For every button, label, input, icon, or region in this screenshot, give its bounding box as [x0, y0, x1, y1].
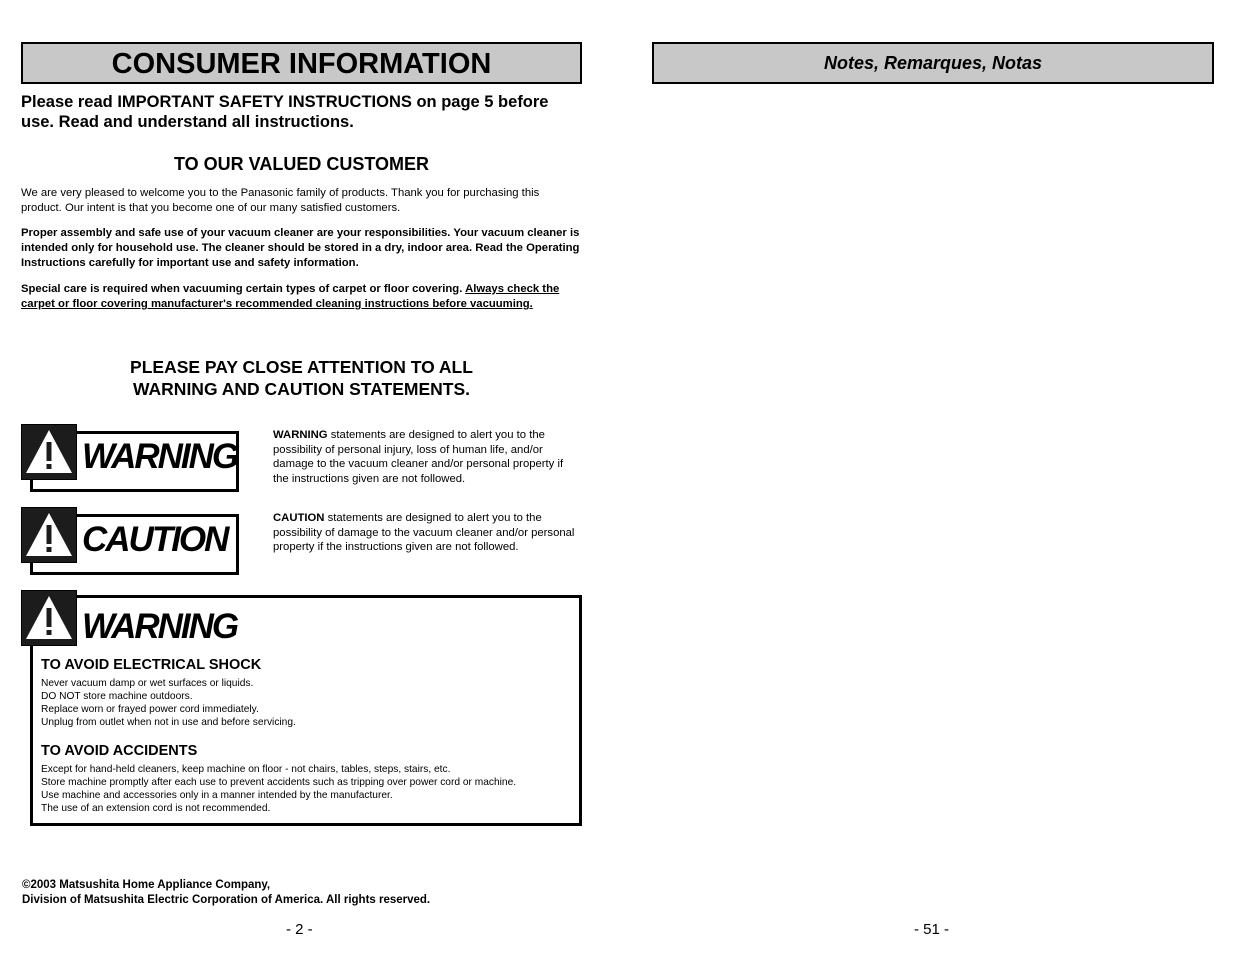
copyright-line-1: ©2003 Matsushita Home Appliance Company,: [22, 879, 271, 891]
shock-list: [41, 677, 571, 729]
accidents-list: [41, 763, 576, 815]
list-item: Use machine and accessories only in a manner intended by the manufacturer.: [41, 790, 393, 801]
copyright-line-2: Division of Matsushita Electric Corporation of America. All rights reserved.: [22, 894, 431, 906]
page-number-left: - 2 -: [286, 921, 313, 938]
welcome-paragraph: We are very pleased to welcome you to the Panasonic family of products. Thank you for purchasing this product. Our intent is that you become one of our many satisfied customers.: [21, 187, 540, 214]
attention-line-1: PLEASE PAY CLOSE ATTENTION TO ALL: [130, 357, 473, 377]
list-item: Never vacuum damp or wet surfaces or liquids.: [41, 678, 254, 689]
heading-valued-customer: TO OUR VALUED CUSTOMER: [173, 154, 429, 174]
list-item: The use of an extension cord is not recommended.: [41, 803, 271, 814]
list-item: DO NOT store machine outdoors.: [41, 691, 193, 702]
page-title: CONSUMER INFORMATION: [21, 42, 582, 84]
special-care-text: Special care is required when vacuuming certain types of carpet or floor covering.: [21, 283, 466, 295]
caution-desc-bold: CAUTION: [273, 512, 325, 524]
caution-desc-text: statements are designed to alert you to the possibility of damage to the vacuum cleaner and/or personal property if the instructions given are not followed.: [273, 512, 575, 553]
list-item: Except for hand-held cleaners, keep machine on floor - not chairs, tables, steps, stairs, etc.: [41, 764, 451, 775]
list-item: Unplug from outlet when not in use and before servicing.: [41, 717, 296, 728]
warning-sign-label: WARNING: [82, 437, 238, 476]
list-item: Replace worn or frayed power cord immediately.: [41, 704, 259, 715]
warning-triangle-icon: [21, 590, 77, 646]
intro-text: Please read IMPORTANT SAFETY INSTRUCTIONS on page 5 before use. Read and understand all instructions.: [21, 93, 549, 131]
warning-desc-text: statements are designed to alert you to the possibility of personal injury, loss of human life, and/or damage to the vacuum cleaner and/or personal property if the instructions given are not followed.: [273, 429, 564, 485]
special-care-underlined: Always check the carpet or floor covering manufacturer's recommended cleaning instructions before vacuuming.: [21, 283, 560, 310]
copyright: [22, 878, 430, 908]
attention-heading: [21, 356, 582, 400]
accidents-heading: TO AVOID ACCIDENTS: [41, 743, 198, 759]
caution-sign-label: CAUTION: [82, 520, 228, 559]
warning-triangle-icon: [21, 507, 77, 563]
responsibility-paragraph: Proper assembly and safe use of your vacuum cleaner are your responsibilities. Your vacuum cleaner is intended only for household use. The cleaner should be stored in a dry, indoor area. Read the Operating Instructions carefully for important use and safety information.: [21, 227, 580, 269]
attention-line-2: WARNING AND CAUTION STATEMENTS.: [132, 379, 471, 399]
list-item: Store machine promptly after each use to prevent accidents such as tripping over power cord or machine.: [41, 777, 517, 788]
page-number-right: - 51 -: [914, 921, 950, 938]
warning-triangle-icon: [21, 424, 77, 480]
warning-box-label: WARNING: [82, 607, 238, 646]
warning-description: [273, 428, 578, 486]
special-care-paragraph: [21, 282, 581, 312]
caution-description: [273, 511, 578, 555]
shock-heading: TO AVOID ELECTRICAL SHOCK: [41, 657, 262, 673]
warning-desc-bold: WARNING: [273, 429, 328, 441]
notes-title: Notes, Remarques, Notas: [652, 42, 1214, 84]
